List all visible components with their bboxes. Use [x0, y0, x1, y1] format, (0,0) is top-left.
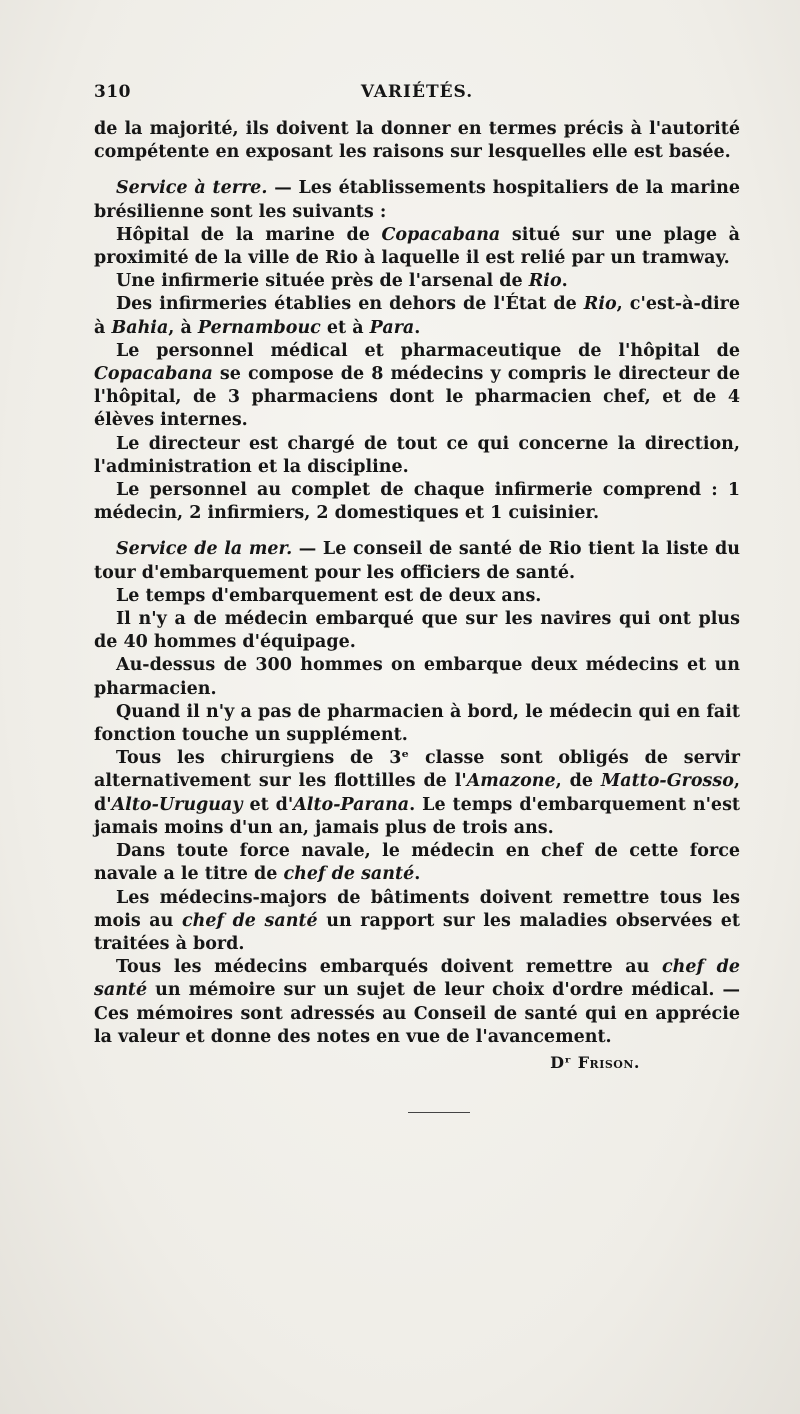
- text-segment: Le personnel médical et pharmaceutique de l'hôpital de: [116, 340, 740, 361]
- paragraph: [94, 840, 740, 886]
- text-segment: , d': [94, 771, 740, 815]
- italic-text: chef de santé: [283, 864, 415, 885]
- text-segment: et à: [320, 317, 370, 338]
- text-segment: .: [561, 271, 568, 292]
- text-segment: Dans toute force navale, le médecin en chef de cette force navale a le titre de: [94, 841, 740, 885]
- end-rule: [408, 1112, 470, 1113]
- italic-text: Pernambouc: [197, 317, 321, 338]
- italic-text: Alto-Uruguay: [111, 794, 243, 815]
- text-segment: , à: [168, 317, 198, 338]
- italic-text: Copacabana: [94, 364, 213, 385]
- italic-text: Service de la mer.: [116, 539, 293, 560]
- text-segment: Quand il n'y a pas de pharmacien à bord, le médecin qui en fait fonction touche un supplément.: [94, 701, 740, 746]
- paragraph: [94, 177, 740, 223]
- page-number: 310: [94, 82, 131, 102]
- italic-text: Rio: [583, 294, 617, 315]
- italic-text: chef de santé: [94, 957, 740, 1001]
- article-body: [94, 118, 740, 1074]
- page-header: [94, 82, 740, 110]
- paragraph: [94, 585, 740, 608]
- text-segment: Au-dessus de 300 hommes on embarque deux médecins et un pharmacien.: [94, 655, 740, 699]
- text-segment: , c'est-à-dire à: [94, 294, 740, 338]
- text-segment: Tous les médecins embarqués doivent remettre au: [116, 957, 662, 978]
- italic-text: Bahia: [111, 317, 169, 338]
- text-segment: , de: [555, 771, 601, 792]
- paragraph: [94, 538, 740, 584]
- text-segment: de la majorité, ils doivent la donner en termes précis à l'autorité compétente en exposant les raisons sur lesquelles elle est basée.: [94, 119, 740, 163]
- paragraph: [94, 479, 740, 525]
- text-segment: se compose de 8 médecins y compris le directeur de l'hôpital, de 3 pharmaciens dont le pharmacien chef, et de 4 élèves internes.: [94, 364, 740, 431]
- text-segment: — Le conseil de santé de Rio tient la liste du tour d'embarquement pour les officiers de santé.: [94, 539, 741, 583]
- text-segment: Des infirmeries établies en dehors de l'État de: [116, 294, 584, 315]
- paragraph: [94, 747, 740, 840]
- text-segment: — Les établissements hospitaliers de la marine brésilienne sont les suivants :: [94, 178, 740, 222]
- paragraph: [94, 340, 740, 433]
- text-segment: Une infirmerie située près de l'arsenal de: [116, 271, 529, 292]
- italic-text: chef de santé: [181, 910, 318, 931]
- paragraph: [94, 118, 740, 164]
- text-segment: un rapport sur les maladies observées et traitées à bord.: [94, 910, 741, 954]
- text-segment: .: [414, 317, 421, 338]
- running-title: VARIÉTÉS.: [360, 82, 474, 102]
- paragraph: [94, 224, 740, 270]
- author-signature: Dʳ Frison.: [550, 1052, 640, 1072]
- text-segment: Il n'y a de médecin embarqué que sur les navires qui ont plus de 40 hommes d'équipage.: [94, 609, 740, 653]
- italic-text: Alto-Parana: [293, 794, 410, 815]
- text-segment: Hôpital de la marine de: [116, 224, 382, 245]
- italic-text: Service à terre.: [116, 178, 268, 199]
- text-segment: et d': [242, 794, 294, 815]
- italic-text: Para: [369, 317, 415, 338]
- paragraph: [94, 293, 740, 339]
- paragraph: [94, 270, 740, 293]
- text-segment: .: [414, 864, 421, 885]
- paragraph-list: [94, 118, 740, 1049]
- italic-text: Rio: [528, 271, 562, 292]
- text-segment: Le directeur est chargé de tout ce qui concerne la direction, l'administration et la discipline.: [94, 433, 740, 477]
- text-segment: Le personnel au complet de chaque infirmerie comprend : 1 médecin, 2 infirmiers, 2 domestiques et 1 cuisinier.: [94, 480, 740, 524]
- paragraph: [94, 701, 740, 747]
- paragraph: [94, 956, 740, 1049]
- paragraph: [94, 608, 740, 654]
- text-segment: . Le temps d'embarquement n'est jamais moins d'un an, jamais plus de trois ans.: [94, 794, 741, 838]
- paragraph: [94, 887, 740, 957]
- text-segment: un mémoire sur un sujet de leur choix d'ordre médical. — Ces mémoires sont adressés au Conseil de santé qui en apprécie la valeur et donne des notes en vue de l'avancement.: [94, 980, 740, 1047]
- paragraph: [94, 654, 740, 700]
- text-segment: Tous les chirurgiens de 3ᵉ classe sont obligés de servir alternativement sur les flottilles de l': [94, 748, 740, 792]
- italic-text: Matto-Grosso: [600, 771, 734, 792]
- text-segment: Les médecins-majors de bâtiments doivent remettre tous les mois au: [94, 887, 740, 931]
- paragraph: [94, 433, 740, 479]
- italic-text: Amazone: [466, 771, 556, 792]
- text-segment: Le temps d'embarquement est de deux ans.: [116, 585, 542, 606]
- text-segment: situé sur une plage à proximité de la ville de Rio à laquelle il est relié par un tramway.: [94, 224, 740, 269]
- italic-text: Copacabana: [381, 224, 501, 245]
